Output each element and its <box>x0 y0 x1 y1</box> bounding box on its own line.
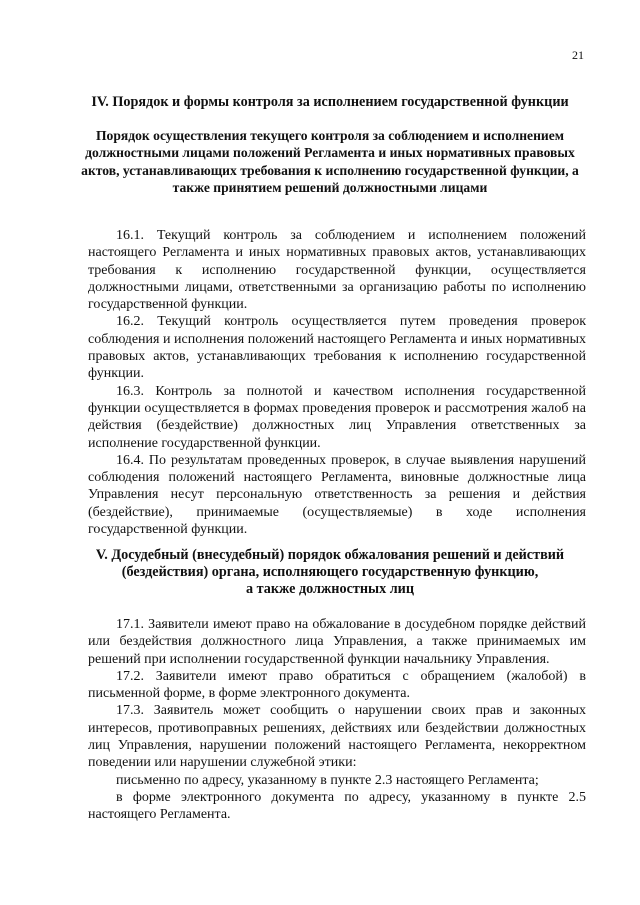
page-number: 21 <box>572 48 584 62</box>
section-4-title: IV. Порядок и формы контроля за исполнением государственной функции <box>91 94 569 110</box>
section-5-title-line-2: (бездействия) органа, исполняющего государственную функцию, <box>121 564 539 580</box>
section-4-body <box>88 227 586 538</box>
section-5-title-line-1: V. Досудебный (внесудебный) порядок обжалования решений и действий <box>95 547 565 563</box>
section-4-subtitle: Порядок осуществления текущего контроля за соблюдением и исполнением должностными лицами положений Регламента и иных нормативных правовых актов, устанавливающих требования к исполнению государственной функции, а также принятием решений должностными лицами <box>81 128 579 195</box>
paragraph-17-2: 17.2. Заявители имеют право обратиться с обращением (жалобой) в письменной форме, в форме электронного документа. <box>88 668 586 702</box>
list-item-written: письменно по адресу, указанному в пункте 2.3 настоящего Регламента; <box>116 772 539 788</box>
paragraph-16-3: 16.3. Контроль за полнотой и качеством исполнения государственной функции осуществляется в формах проведения проверок и рассмотрения жалоб на действия (бездействие) должностных лиц Управления ответственных за исполнение государственной функции. <box>88 383 586 451</box>
paragraph-16-4: 16.4. По результатам проведенных проверок, в случае выявления нарушений соблюдения положений настоящего Регламента, виновные должностные лица Управления несут персональную ответственность за решения и действия (бездействие), принимаемые (осуществляемые) в ходе исполнения государственной функции. <box>88 452 586 538</box>
paragraph-17-3: 17.3. Заявитель может сообщить о нарушении своих прав и законных интересов, противоправных решениях, действиях или бездействии должностных лиц Управления, нарушении положений настоящего Регламента, некорректном поведении или нарушении служебной этики: <box>88 703 586 771</box>
section-5-body <box>88 616 586 824</box>
section-5-title-line-3: а также должностных лиц <box>245 581 415 597</box>
paragraph-16-1: 16.1. Текущий контроль за соблюдением и исполнением положений настоящего Регламента и иных нормативных правовых актов, устанавливающих требования к исполнению государственной функции, осуществляется должностными лицами, ответственными за организацию работы по исполнению государственной функции. <box>88 228 586 313</box>
paragraph-16-2: 16.2. Текущий контроль осуществляется путем проведения проверок соблюдения и исполнения положений настоящего Регламента и иных нормативных правовых актов, устанавливающих требования к исполнению государственной функции. <box>88 314 586 382</box>
paragraph-17-1: 17.1. Заявители имеют право на обжалование в досудебном порядке действий или бездействия должностного лица Управления, а также принимаемых им решений при исполнении государственной функции начальнику Управления. <box>88 617 586 667</box>
list-item-electronic: в форме электронного документа по адресу, указанному в пункте 2.5 настоящего Регламента. <box>88 789 586 823</box>
section-5-title <box>70 547 590 598</box>
